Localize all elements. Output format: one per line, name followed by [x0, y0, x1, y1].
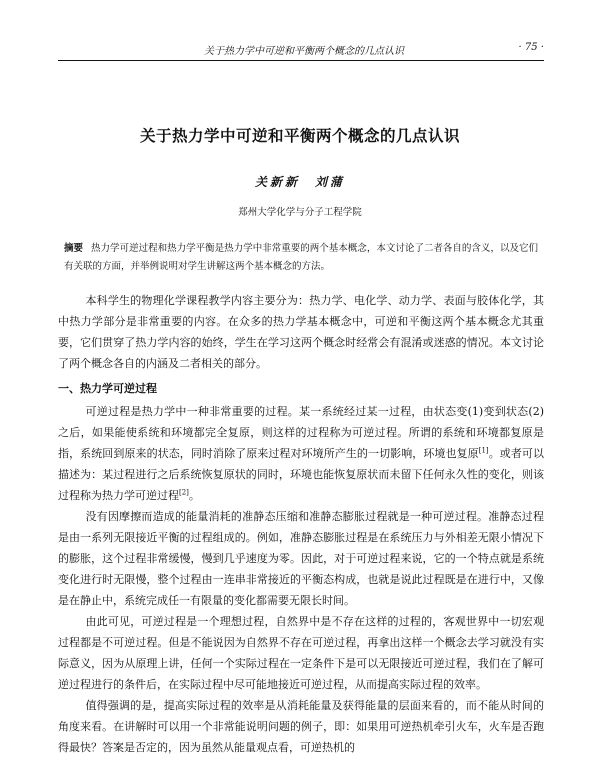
paragraph-2: 没有因摩擦而造成的能量消耗的准静态压缩和准静态膨胀过程就是一种可逆过程。准静态过程是由一系列无限接近平衡的过程组成的。例如，准静态膨胀过程是在系统压力与外相差无限小情况下的膨胀，这个过程非常缓慢，慢到几乎速度为零。因此，对于可逆过程来说，它的一个特点就是系统变化进行时无限慢，整个过程由一连串非常接近的平衡态构成，也就是说此过程既是在进行中，又像是在静止中，系统完成任一有限量的变化都需要无限长时间。	[58, 510, 544, 607]
abstract-text: 热力学可逆过程和热力学平衡是热力学中非常重要的两个基本概念，本文讨论了二者各自的含义，以及它们有关联的方面，并举例说明对学生讲解这两个基本概念的方法。	[64, 243, 538, 272]
paragraph-1	[58, 401, 544, 506]
article-title: 关于热力学中可逆和平衡两个概念的几点认识	[139, 127, 460, 145]
header-rule	[58, 60, 544, 61]
article-authors: 关新新 刘蒲	[254, 175, 345, 189]
article-affiliation: 郑州大学化学与分子工程学院	[238, 207, 362, 218]
intro-paragraph: 本科学生的物理化学课程教学内容主要分为：热力学、电化学、动力学、表面与胶体化学，其中热力学部分是非常重要的内容。在众多的热力学基本概念中，可逆和平衡这两个基本概念尤其重要，它们贯穿了热力学内容的始终，学生在学习这两个概念时经常会有混淆或迷惑的情况。本文讨论了两个概念各自的内涵及二者相关的部分。	[58, 294, 544, 370]
paragraph-3: 由此可见，可逆过程是一个理想过程，自然界中是不存在这样的过程的，客观世界中一切宏观过程都是不可逆过程。但是不能说因为自然界不存在可逆过程，再拿出这样一个概念去学习就没有实际意义，因为从原理上讲，任何一个实际过程在一定条件下是可以无限接近可逆过程，我们在了解可逆过程进行的条件后，在实际过程中尽可能地接近可逆过程，从而提高实际过程的效率。	[58, 615, 544, 691]
running-header-title: 关于热力学中可逆和平衡两个概念的几点认识	[204, 46, 404, 57]
running-header	[58, 42, 544, 58]
citation-ref: [2]	[179, 488, 189, 497]
paragraph-1-text: 可逆过程是热力学中一种非常重要的过程。某一系统经过某一过程，由状态变(1)变到状态(2)之后，如果能使系统和环境都完全复原，则这样的过程称为可逆过程。所谓的系统和环境都复原是指，系统回到原来的状态，同时消除了原来过程对环境所产生的一切影响，环境也复原	[58, 405, 544, 460]
paragraph-1-end: 。	[188, 489, 200, 502]
paragraph-1-cont: 。或者可以描述为：某过程进行之后系统恢复原状的同时，环境也能恢复原状而未留下任何永久性的变化，则该过程称为热力学可逆过程	[58, 447, 544, 502]
body-text	[58, 290, 544, 758]
abstract-label: 摘要	[64, 243, 84, 254]
section-heading: 一、热力学可逆过程	[58, 382, 157, 395]
citation-ref: [1]	[478, 446, 489, 455]
abstract	[64, 240, 538, 276]
paragraph-4: 值得强调的是，提高实际过程的效率是从消耗能量及获得能量的层面来看的，而不能从时间的角度来看。在讲解时可以用一个非常能说明问题的例子，即：如果用可逆热机牵引火车，火车是否跑得最快？答案是否定的，因为虽然从能量观点看，可逆热机的	[58, 699, 544, 754]
page-number: · 75 ·	[518, 42, 544, 53]
